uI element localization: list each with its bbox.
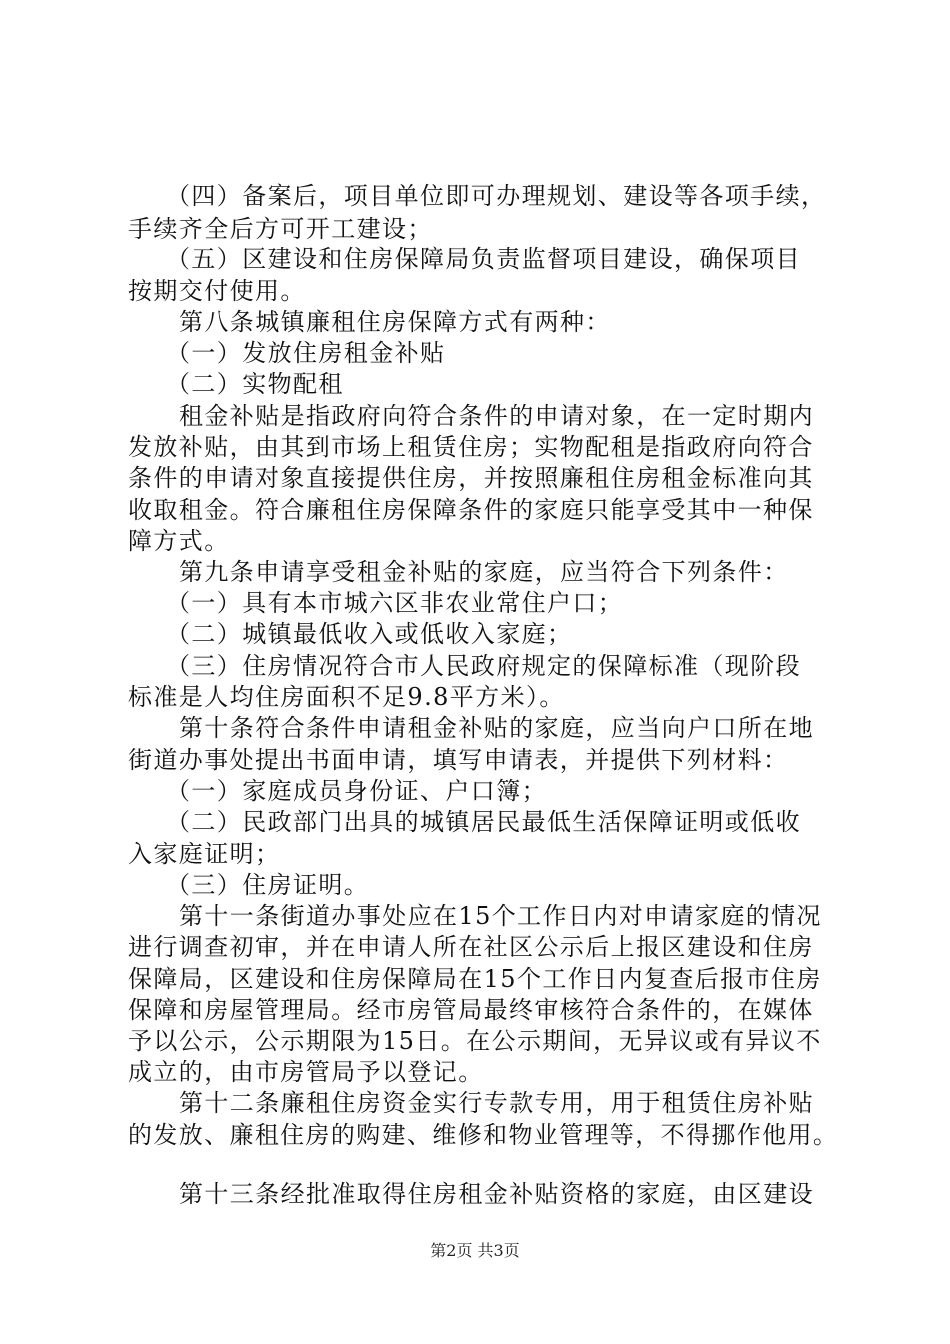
text-line: 予以公示，公示期限为15日。在公示期间，无异议或有异议不 <box>128 1027 822 1055</box>
text-line: （四）备案后，项目单位即可办理规划、建设等各项手续， <box>166 182 827 210</box>
text-line: 收取租金。符合廉租住房保障条件的家庭只能享受其中一种保 <box>128 496 814 524</box>
text-line: 标准是人均住房面积不足9.8平方米）。 <box>128 683 565 711</box>
text-line: （一）发放住房租金补贴 <box>166 339 446 367</box>
text-line: 保障和房屋管理局。经市房管局最终审核符合条件的，在媒体 <box>128 996 814 1024</box>
page-number-footer: 第2页 共3页 <box>430 1241 520 1260</box>
text-line: 障方式。 <box>128 527 230 555</box>
text-line: 成立的，由市房管局予以登记。 <box>128 1058 484 1086</box>
text-line: 第八条城镇廉租住房保障方式有两种： <box>179 308 611 336</box>
text-line: 入家庭证明； <box>128 840 281 868</box>
text-line: 第十二条廉租住房资金实行专款专用，用于租赁住房补贴 <box>179 1089 814 1117</box>
text-line: （一）家庭成员身份证、户口簿； <box>166 777 547 805</box>
text-line: （二）民政部门出具的城镇居民最低生活保障证明或低收 <box>166 808 801 836</box>
text-line: 发放补贴，由其到市场上租赁住房；实物配租是指政府向符合 <box>128 433 814 461</box>
text-line: （二）城镇最低收入或低收入家庭； <box>166 620 573 648</box>
text-line: 第十三条经批准取得住房租金补贴资格的家庭，由区建设 <box>179 1180 814 1208</box>
text-line: 按期交付使用。 <box>128 277 306 305</box>
text-line: 第十条符合条件申请租金补贴的家庭，应当向户口所在地 <box>179 714 814 742</box>
text-line: 条件的申请对象直接提供住房，并按照廉租住房租金标准向其 <box>128 464 814 492</box>
text-line: 进行调查初审，并在申请人所在社区公示后上报区建设和住房 <box>128 933 814 961</box>
text-line: （一）具有本市城六区非农业常住户口； <box>166 589 624 617</box>
text-line: （三）住房情况符合市人民政府规定的保障标准（现阶段 <box>166 652 801 680</box>
text-line: 第十一条街道办事处应在15个工作日内对申请家庭的情况 <box>179 902 822 930</box>
text-line: 租金补贴是指政府向符合条件的申请对象，在一定时期内 <box>179 402 814 430</box>
text-line: 街道办事处提出书面申请，填写申请表，并提供下列材料： <box>128 746 789 774</box>
text-line: （二）实物配租 <box>166 370 344 398</box>
text-line: 手续齐全后方可开工建设； <box>128 215 433 243</box>
text-line: 的发放、廉租住房的购建、维修和物业管理等，不得挪作他用。 <box>128 1121 839 1149</box>
text-line: 第九条申请享受租金补贴的家庭，应当符合下列条件： <box>179 558 789 586</box>
text-line: 保障局，区建设和住房保障局在15个工作日内复查后报市住房 <box>128 965 822 993</box>
text-line: （三）住房证明。 <box>166 871 370 899</box>
text-line: （五）区建设和住房保障局负责监督项目建设，确保项目 <box>166 245 801 273</box>
